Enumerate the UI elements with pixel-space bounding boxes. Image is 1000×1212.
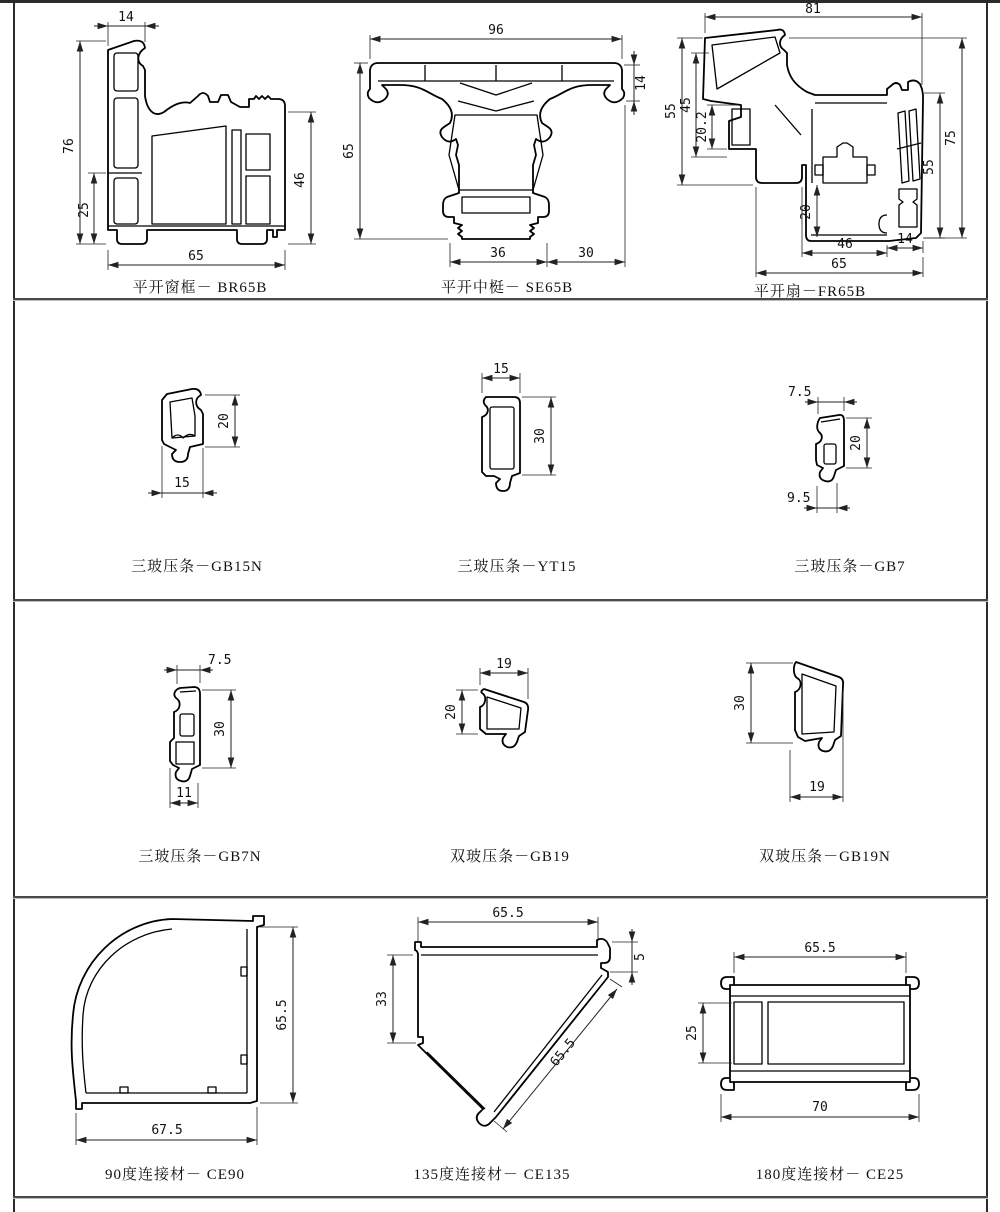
ce25-dim-top [734,941,906,973]
profile-se65b-label: 平开中梃－ SE65B [440,280,574,296]
profile-gb19n-label: 双玻压条－GB19N [759,849,891,865]
svg-text:19: 19 [809,780,825,795]
br65b-dim-right [288,112,316,244]
yt15-dim-width [482,362,520,393]
profile-yt15-label: 三玻压条－YT15 [457,559,577,575]
profile-gb15n-label: 三玻压条－GB15N [131,559,263,575]
svg-text:46: 46 [293,172,308,188]
profile-br65b-label: 平开窗框－ BR65B [132,280,268,296]
ce135-dim-hook [610,929,648,985]
br65b-outline [108,41,285,244]
svg-text:7.5: 7.5 [788,385,812,400]
svg-text:65.5: 65.5 [804,941,836,956]
ce25-outline [721,977,919,1090]
gb7-dim-top [788,385,857,414]
svg-text:11: 11 [176,786,192,801]
svg-text:14: 14 [634,75,649,91]
svg-text:55: 55 [922,159,937,175]
svg-text:30: 30 [213,721,228,737]
profile-gb7n-label: 三玻压条－GB7N [138,849,262,865]
svg-text:67.5: 67.5 [151,1123,183,1138]
gb19-dim-height [444,690,478,734]
se65b-dim-bottom-left [450,243,547,267]
svg-text:20: 20 [799,204,814,220]
svg-text:65.5: 65.5 [275,999,290,1031]
svg-text:14: 14 [118,10,134,25]
yt15-dim-height [522,397,556,475]
svg-text:15: 15 [493,362,509,377]
fr65b-dim-right55 [922,93,945,238]
svg-text:46: 46 [837,237,853,252]
border-left [13,2,15,1212]
gb7n-dim-height [202,690,236,768]
gb7n-outline [170,687,200,781]
profile-fr65b-label: 平开扇－FR65B [753,284,867,300]
ce25-dim-bottom [721,1094,919,1122]
svg-text:19: 19 [496,657,512,672]
profile-gb19-label: 双玻压条－GB19 [450,849,570,865]
profile-gb7-drawing [770,380,905,534]
svg-text:9.5: 9.5 [787,491,811,506]
svg-text:20: 20 [444,704,459,720]
gb15n-dim-height [205,395,240,447]
border-top [0,0,1000,3]
profile-ce25-drawing [685,930,960,1129]
svg-text:65.5: 65.5 [547,1035,579,1070]
profile-gb7n-drawing [130,650,285,829]
row-divider-3 [13,896,988,899]
row-divider-4 [13,1196,988,1199]
se65b-dim-bottom-right [547,105,625,267]
svg-text:65: 65 [342,143,357,159]
gb7-dim-bottom [787,483,850,513]
svg-text:25: 25 [685,1025,700,1041]
ce135-outline [415,939,610,1126]
svg-text:30: 30 [533,428,548,444]
svg-text:20: 20 [849,435,864,451]
profile-ce90-drawing [50,905,330,1157]
profile-gb7-label: 三玻压条－GB7 [794,559,906,575]
svg-text:65.5: 65.5 [492,906,524,921]
svg-text:20: 20 [217,413,232,429]
ce90-outline [72,916,264,1109]
gb7-outline [816,415,844,482]
svg-text:7.5: 7.5 [208,653,232,668]
profile-fr65b-drawing [664,2,987,301]
svg-text:65: 65 [188,249,204,264]
profile-ce90-label: 90度连接材－ CE90 [105,1167,245,1183]
svg-text:65: 65 [831,257,847,272]
profile-yt15-drawing [460,355,600,514]
svg-text:96: 96 [488,23,504,38]
profile-ce25-label: 180度连接材－ CE25 [755,1167,905,1183]
ce135-dim-top [418,906,598,941]
ce25-dim-height [685,1003,732,1063]
gb19n-dim-height [733,663,793,743]
ce90-dim-height [260,927,298,1103]
svg-text:15: 15 [174,476,190,491]
profile-gb15n-drawing [140,370,280,519]
svg-text:36: 36 [490,246,506,261]
svg-text:14: 14 [897,232,913,247]
svg-text:45: 45 [679,97,694,113]
svg-text:81: 81 [805,2,821,17]
se65b-dim-top [370,23,622,59]
gb7-dim-height [846,418,872,468]
svg-text:25: 25 [77,202,92,218]
gb7n-dim-top [164,653,231,684]
profile-gb19n-drawing [730,650,895,819]
profile-se65b-drawing [340,15,650,279]
svg-text:20.2: 20.2 [695,111,710,143]
ce135-dim-left [375,955,416,1043]
svg-text:5: 5 [633,953,648,961]
svg-text:75: 75 [944,130,959,146]
se65b-dim-flange [624,51,649,115]
profile-gb19-drawing [440,655,595,804]
profile-ce135-drawing [370,905,660,1161]
svg-text:30: 30 [578,246,594,261]
svg-text:33: 33 [375,991,390,1007]
br65b-dim-lower-left [77,173,106,244]
br65b-dim-bottom [108,249,285,270]
profile-ce135-label: 135度连接材－ CE135 [413,1167,571,1183]
ce90-dim-width [76,1107,257,1145]
gb19n-outline [794,662,843,751]
row-divider-2 [13,599,988,602]
svg-text:30: 30 [733,695,748,711]
svg-text:76: 76 [62,138,77,154]
svg-text:70: 70 [812,1100,828,1115]
svg-text:55: 55 [664,103,679,119]
profile-br65b-drawing [30,8,340,280]
